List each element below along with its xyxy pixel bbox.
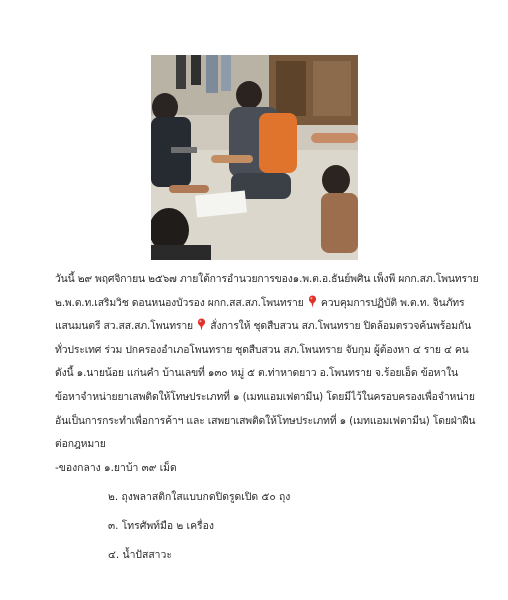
article-line-4: ทั่วประเทศ ร่วม ปกครองอำเภอโพนทราย ชุดสืบสวน สภ.โพนทราย จับกุม ผู้ต้องหา ๔ ราย ๔ คน [55,343,469,356]
article-line-3-text-b: สั่งการให้ ชุดสืบสวน สภ.โพนทราย ปิดล้อมตรวจค้นพร้อมกัน [210,320,472,333]
article-line-2-text-a: ๒.พ.ต.ท.เสริมวิช ดอนหนองบัวรอง ผกก.สส.สภ.โพนทราย [55,296,304,309]
article-line-5: ดังนี้ ๑.นายน้อย แก่นคำ บ้านเลขที่ ๑๓๐ หมู่ ๕ ต.ท่าหาดยาว อ.โพนทราย จ.ร้อยเอ็ด ข้อหาใน [55,367,458,380]
round-pushpin-icon [197,318,206,331]
article-line-2 [55,292,465,316]
evidence-item: ๒. ถุงพลาสติกใสแบบกดปิดรูดเปิด ๕๐ ถุง [108,491,291,503]
round-pushpin-icon [308,295,317,308]
article-line-2-text-b: ควบคุมการปฏิบัติ พ.ต.ท. จินภัทร [320,296,465,309]
article-line-3 [55,315,472,339]
article-line-6: ข้อหาจำหน่ายยาเสพติดให้โทษประเภทที่ ๑ (เมทแอมเฟตามีน) โดยมีไว้ในครอบครองเพื่อจำหน่าย [55,390,475,403]
evidence-item: ๔. น้ำปัสสาวะ [108,549,172,561]
article-line-3-text-a: แสนมนตรี สว.สส.สภ.โพนทราย [55,320,193,333]
article-line-1 [55,268,479,292]
evidence-item: ๓. โทรศัพท์มือ ๒ เครื่อง [108,520,214,532]
article-body [55,268,479,457]
article-line-8: ต่อกฎหมาย [55,438,106,451]
evidence-header: -ของกลาง ๑.ยาบ้า ๓๙ เม็ด [55,462,177,474]
news-photo-illustration [151,55,358,260]
article-line-7: อันเป็นการกระทำเพื่อการค้าฯ และ เสพยาเสพติดให้โทษประเภทที่ ๑ (เมทแอมเฟตามีน) โดยฝ่าฝืน [55,414,476,427]
article-line-1-text: วันนี้ ๒๙ พฤศจิกายน ๒๕๖๗ ภายใต้การอำนวยการของ๑.พ.ต.อ.ธันย์พศิน เพ็งพี ผกก.สภ.โพนทราย [55,273,479,285]
news-photo [151,55,358,260]
